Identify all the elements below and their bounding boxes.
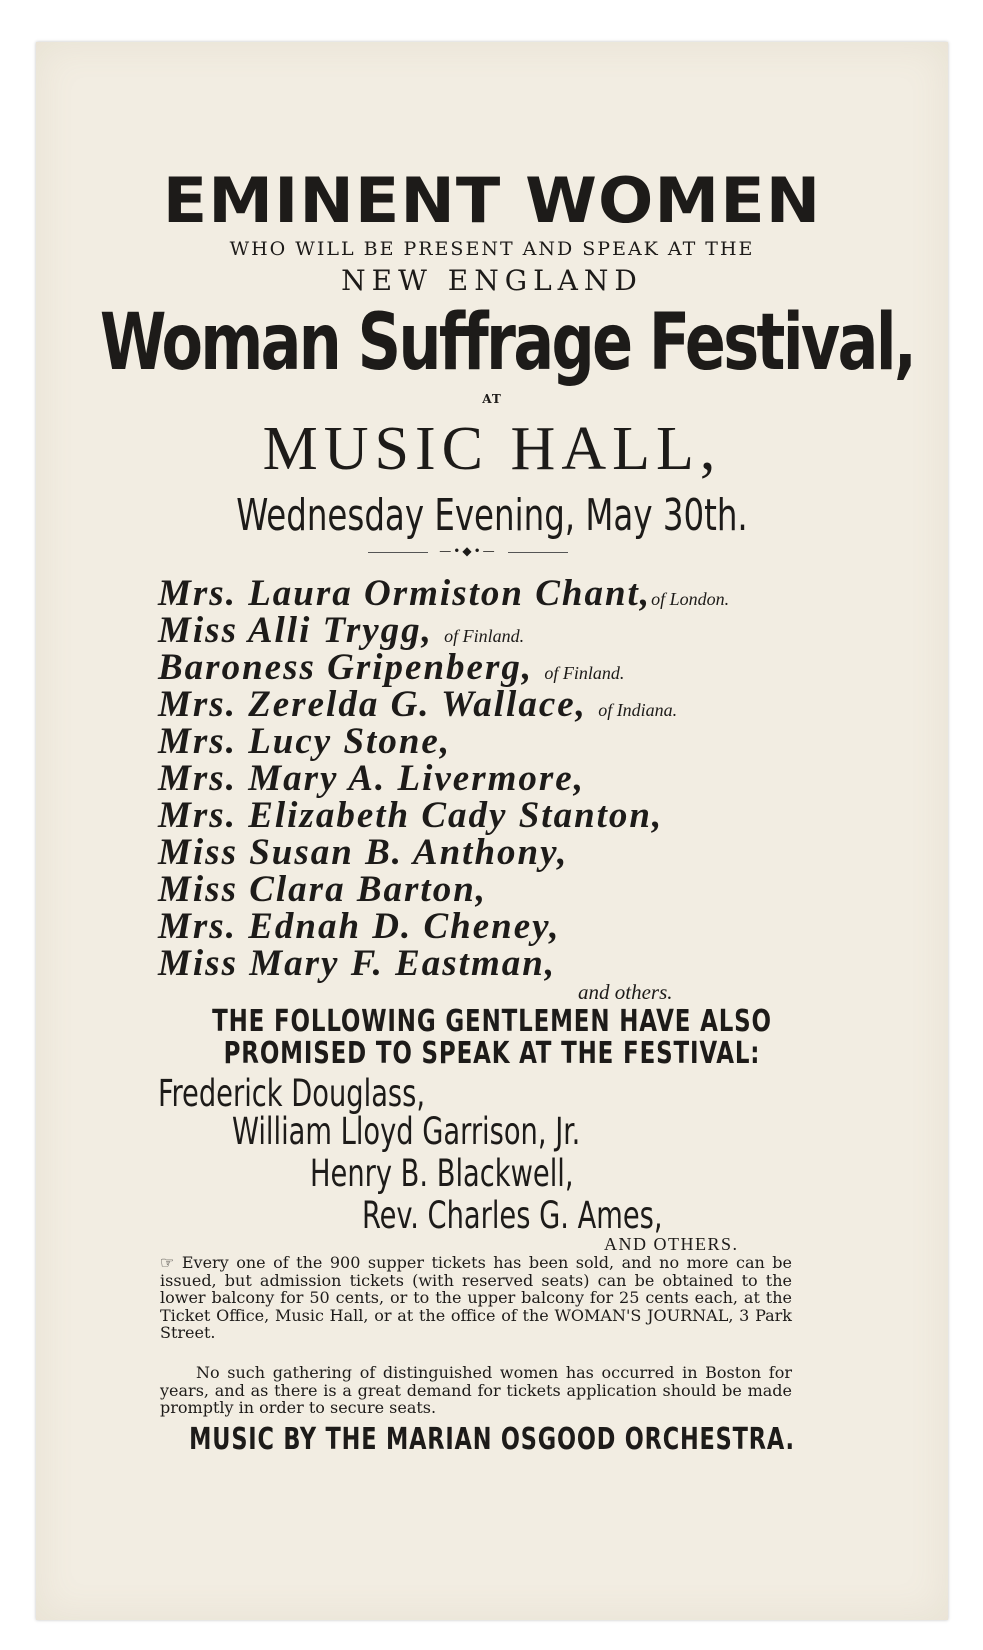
broadside-sheet	[36, 42, 948, 1620]
speaker-name: Miss Susan B. Anthony,	[158, 832, 569, 873]
headline-eminent-women: EMINENT WOMEN	[162, 164, 822, 237]
speaker-name: Mrs. Laura Ormiston Chant,	[158, 573, 652, 614]
subhead-at: AT	[482, 392, 502, 406]
speaker-origin: of Finland.	[544, 663, 625, 683]
speaker-name: Miss Clara Barton,	[158, 869, 488, 910]
ticket-notice-text: Every one of the 900 supper tickets has been sold, and no more can be issued, but admission tickets (with reserved seats) can be obtained to the lower balcony for 50 cents, or to the upper balcony for 25 cents each, at the Ticket Office, Music Hall, or at the office of the WOMAN'S JOURNAL, 3 Park Street.	[160, 1253, 793, 1342]
music-credit: MUSIC BY THE MARIAN OSGOOD ORCHESTRA.	[189, 1422, 795, 1457]
pointing-hand-icon: ☞	[160, 1253, 175, 1272]
speaker-gentleman: Henry B. Blackwell,	[310, 1152, 574, 1195]
subhead-who-will-speak: WHO WILL BE PRESENT AND SPEAK AT THE	[229, 238, 755, 260]
divider-ornament: —•◆•—	[428, 544, 508, 558]
speaker-gentleman: Rev. Charles G. Ames,	[362, 1194, 663, 1237]
speaker-name: Miss Alli Trygg,	[158, 610, 433, 651]
gentlemen-heading-line2: PROMISED TO SPEAK AT THE FESTIVAL:	[223, 1036, 761, 1071]
speaker-name: Mrs. Lucy Stone,	[158, 721, 452, 762]
women-and-others: and others.	[578, 980, 673, 1004]
speaker-name: Mrs. Ednah D. Cheney,	[158, 906, 561, 947]
speaker-name: Mrs. Zerelda G. Wallace,	[158, 684, 587, 725]
gentlemen-heading-line1: THE FOLLOWING GENTLEMEN HAVE ALSO	[212, 1004, 772, 1039]
speaker-name: Mrs. Elizabeth Cady Stanton,	[158, 795, 664, 836]
speaker-origin: of London.	[651, 589, 730, 609]
speaker-name: Mrs. Mary A. Livermore,	[158, 758, 585, 799]
speaker-woman	[158, 942, 556, 985]
subhead-new-england: NEW ENGLAND	[341, 264, 643, 297]
gathering-notice: No such gathering of distinguished women has occurred in Boston for years, and as there is a great demand for tickets application should be made promptly in order to secure seats.	[160, 1363, 792, 1417]
speaker-gentleman: Frederick Douglass,	[158, 1072, 426, 1115]
venue-music-hall: MUSIC HALL,	[262, 415, 722, 483]
gentlemen-and-others: AND OTHERS.	[604, 1234, 739, 1254]
event-date: Wednesday Evening, May 30th.	[236, 490, 748, 541]
ticket-notice	[160, 1254, 792, 1342]
speaker-name: Baroness Gripenberg,	[158, 647, 534, 688]
speaker-name: Miss Mary F. Eastman,	[158, 943, 557, 984]
speaker-gentleman: William Lloyd Garrison, Jr.	[232, 1110, 581, 1153]
speaker-origin: of Finland.	[444, 626, 525, 646]
speaker-origin: of Indiana.	[598, 700, 678, 720]
headline-festival: Woman Suffrage Festival,	[99, 298, 915, 388]
